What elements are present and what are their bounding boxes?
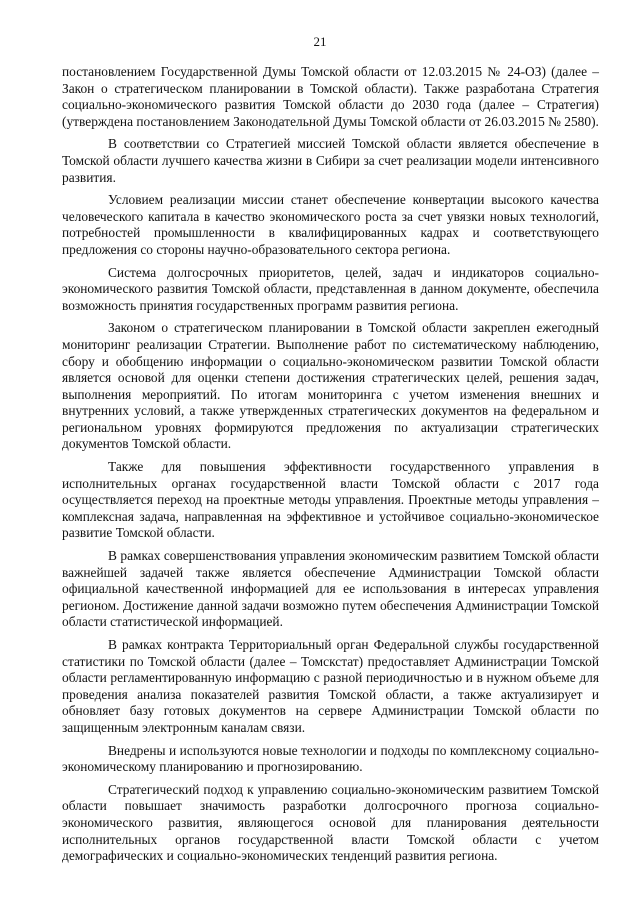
paragraph-1: постановлением Государственной Думы Томской области от 12.03.2015 № 24-ОЗ) (далее – Закон о стратегическом планировании в Томской области). Также разработана Стратегия социально-экономического развития Томской области до 2030 года (далее – Стратегия) (утверждена постановлением Законодательной Думы Томской области от 26.03.2015 № 2580). (62, 64, 599, 129)
paragraph-9: Внедрены и используются новые технологии и подходы по комплексному социально-экономическому планированию и прогнозированию. (62, 742, 599, 775)
document-body (62, 64, 599, 871)
paragraph-2: В соответствии со Стратегией миссией Томской области является обеспечение в Томской области лучшего качества жизни в Сибири за счет реализации модели интенсивного развития. (62, 136, 599, 185)
page-number: 21 (313, 34, 327, 49)
paragraph-7: В рамках совершенствования управления экономическим развитием Томской области важнейшей задачей также является обеспечение Администрации Томской области официальной качественной информацией для ее использования в интересах управления регионом. Достижение данной задачи возможно путем обеспечения Администрации Томской области статистической информацией. (62, 548, 599, 630)
paragraph-5: Законом о стратегическом планировании в Томской области закреплен ежегодный мониторинг реализации Стратегии. Выполнение работ по систематическому наблюдению, сбору и обобщению информации о социально-экономическом развитии Томской области является основой для оценки степени достижения стратегических целей, решения задач, выполнения мероприятий. По итогам мониторинга с учетом изменения внешних и внутренних условий, а также утвержденных стратегических документов на федеральном и региональном уровнях формируются предложения по актуализации стратегических документов Томской области. (62, 320, 599, 452)
paragraph-10: Стратегический подход к управлению социально-экономическим развитием Томской области повышает значимость разработки долгосрочного прогноза социально-экономического развития, являющегося основой для планирования деятельности исполнительных органов государственной власти Томской области с учетом демографических и социально-экономических тенденций развития региона. (62, 781, 599, 864)
paragraph-8: В рамках контракта Территориальный орган Федеральной службы государственной статистики по Томской области (далее – Томскстат) предоставляет Администрации Томской области регламентированную информацию с разной периодичностью и в нужном объеме для проведения анализа показателей развития Томской области, а также актуализирует и обновляет базу готовых документов на сервере Администрации Томской области по защищенным электронным каналам связи. (62, 637, 599, 735)
paragraph-4: Система долгосрочных приоритетов, целей, задач и индикаторов социально-экономического развития Томской области, представленная в данном документе, обеспечила возможность принятия государственных программ развития региона. (62, 264, 599, 313)
paragraph-3: Условием реализации миссии станет обеспечение конвертации высокого качества человеческого капитала в качество экономического роста за счет увязки новых технологий, потребностей промышленности в квалифицированных кадрах и соответствующего предложения со стороны научно-образовательного сектора региона. (62, 192, 599, 257)
paragraph-6: Также для повышения эффективности государственного управления в исполнительных органах государственной власти Томской области с 2017 года осуществляется переход на проектные методы управления. Проектные методы управления – комплексная задача, направленная на эффективное и устойчивое социально-экономическое развитие Томской области. (62, 459, 599, 541)
